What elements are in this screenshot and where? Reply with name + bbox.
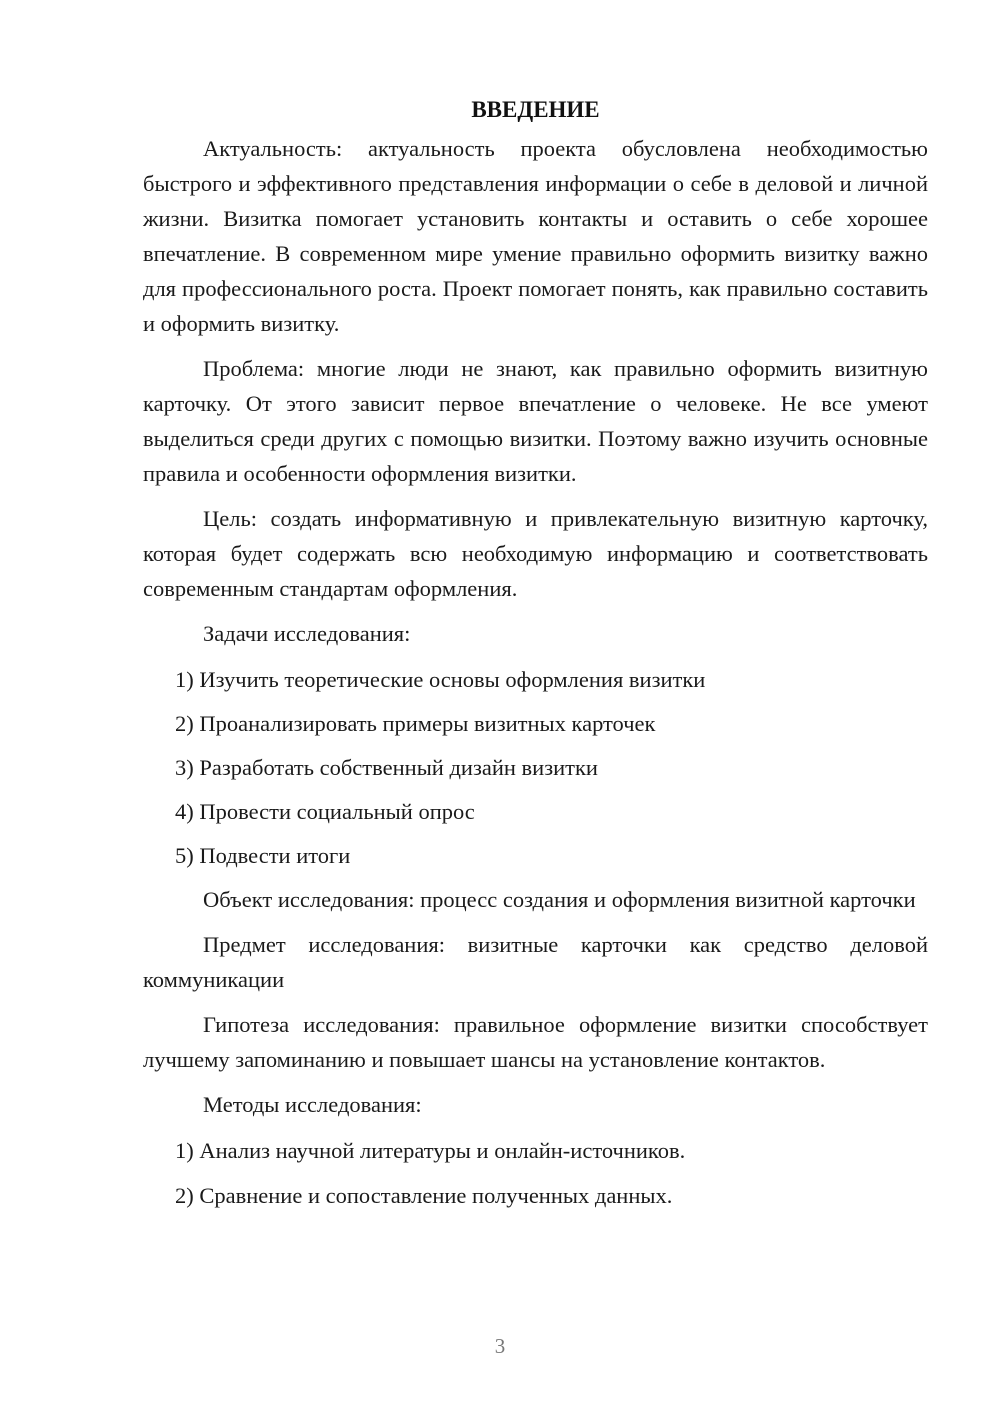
methods-list	[143, 1133, 928, 1213]
hypothesis-paragraph: Гипотеза исследования: правильное оформление визитки способствует лучшему запоминанию и повышает шансы на установление контактов.	[143, 1012, 928, 1072]
list-item: 3) Разработать собственный дизайн визитки	[175, 755, 598, 780]
relevance-paragraph: Актуальность: актуальность проекта обусловлена необходимостью быстрого и эффективного представления информации о себе в деловой и личной жизни. Визитка помогает установить контакты и оставить о себе хорошее впечатление. В современном мире умение правильно оформить визитку важно для профессионального роста. Проект помогает понять, как правильно составить и оформить визитку.	[143, 136, 928, 336]
list-item: 2) Сравнение и сопоставление полученных данных.	[175, 1183, 673, 1208]
list-item: 1) Анализ научной литературы и онлайн-источников.	[175, 1138, 686, 1163]
page-number: 3	[494, 1334, 506, 1358]
subject-paragraph: Предмет исследования: визитные карточки как средство деловой коммуникации	[143, 932, 928, 992]
document-page	[143, 95, 928, 1223]
list-item: 4) Провести социальный опрос	[175, 799, 475, 824]
list-item: 1) Изучить теоретические основы оформления визитки	[175, 667, 706, 692]
tasks-list	[143, 662, 928, 873]
list-item: 5) Подвести итоги	[175, 843, 351, 868]
methods-label: Методы исследования:	[203, 1092, 422, 1117]
tasks-label: Задачи исследования:	[203, 621, 411, 646]
section-heading: ВВЕДЕНИЕ	[471, 97, 600, 122]
goal-paragraph: Цель: создать информативную и привлекательную визитную карточку, которая будет содержать всю необходимую информацию и соответствовать современным стандартам оформления.	[143, 506, 928, 601]
object-paragraph: Объект исследования: процесс создания и оформления визитной карточки	[203, 887, 916, 912]
list-item: 2) Проанализировать примеры визитных карточек	[175, 711, 656, 736]
problem-paragraph: Проблема: многие люди не знают, как правильно оформить визитную карточку. От этого зависит первое впечатление о человеке. Не все умеют выделиться среди других с помощью визитки. Поэтому важно изучить основные правила и особенности оформления визитки.	[143, 356, 928, 486]
